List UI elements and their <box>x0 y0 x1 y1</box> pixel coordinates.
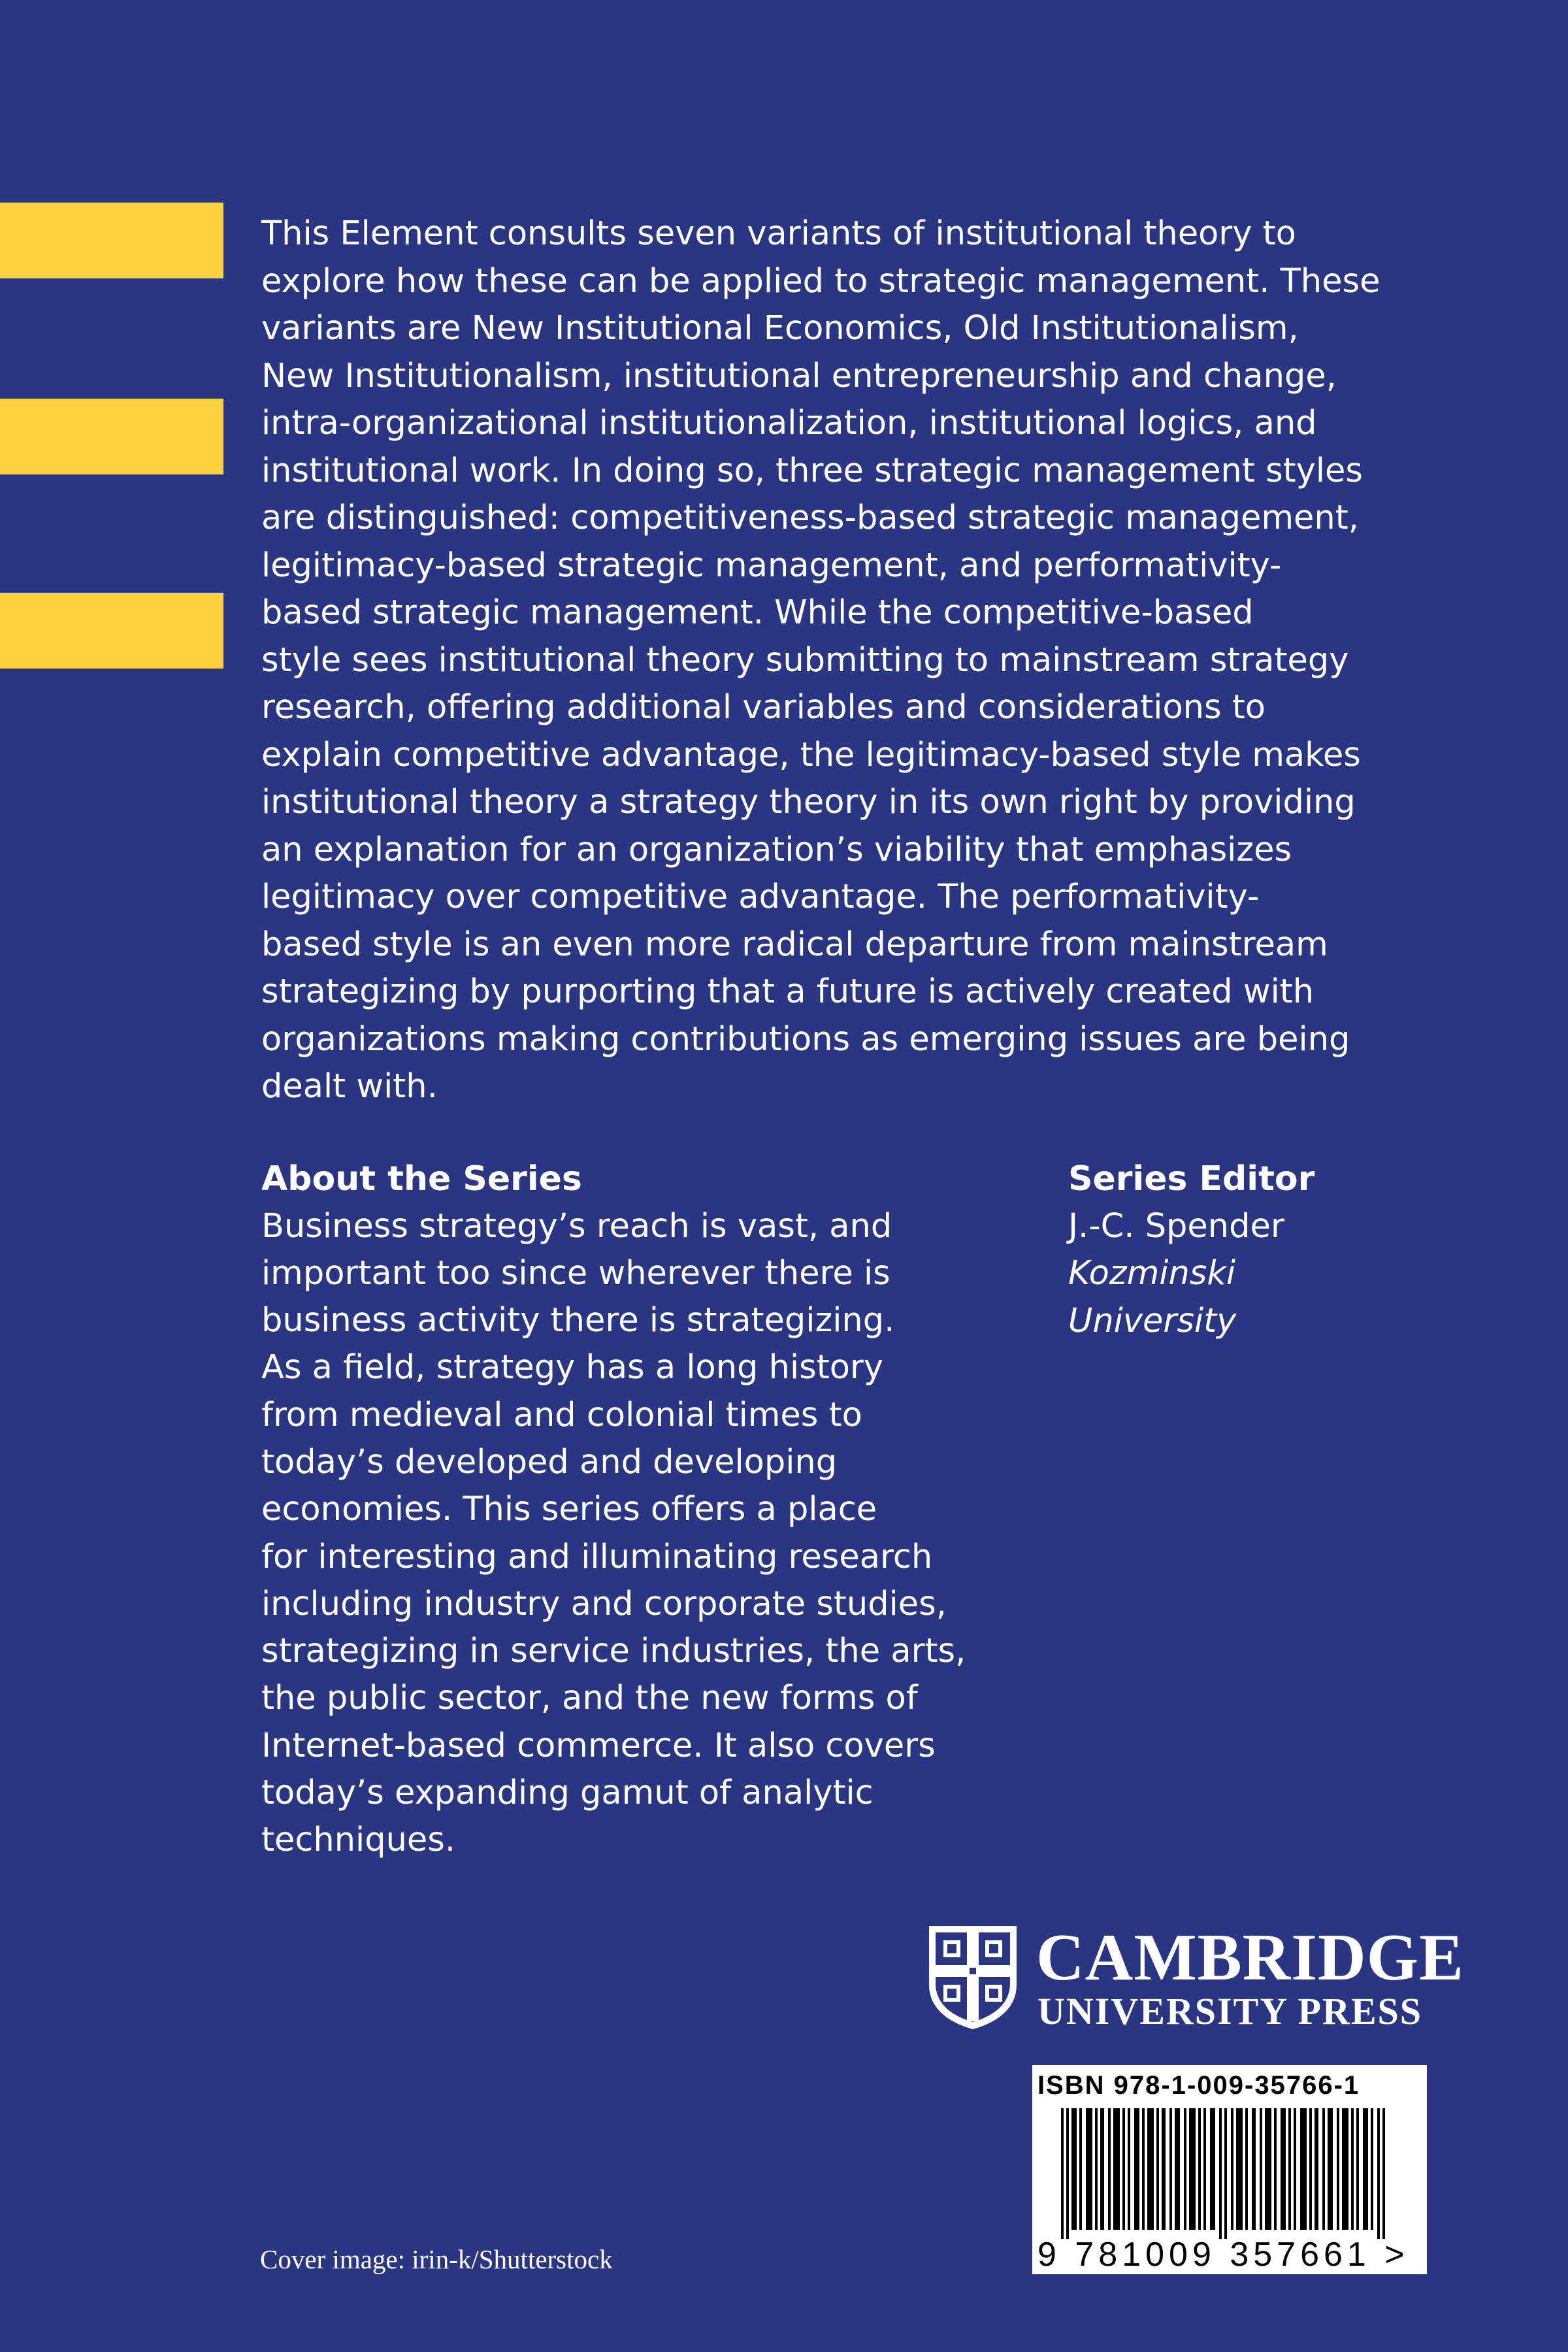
publisher-logo <box>928 1921 1503 2032</box>
about-series-section <box>261 1155 1045 1864</box>
isbn-barcode <box>1032 2065 1427 2274</box>
about-series-heading: About the Series <box>261 1159 582 1199</box>
series-editor-name: J.-C. Spender <box>1068 1206 1284 1246</box>
series-editor-heading: Series Editor <box>1068 1159 1315 1199</box>
book-description: This Element consults seven variants of institutional theory to explore how these can be applied to strategic management. These variants are New Institutional Economics, Old Institutionalism, New Institutionalism, institutional entrepreneurship and change, intra-organizational institutionalization, institutional logics, and institutional work. In doing so, three strategic management styles are distinguished: competitiveness-based strategic management, legitimacy-based strategic management, and performativity- based strategic management. While the competitive-based style sees institutional theory submitting to mainstream strategy research, offering additional variables and considerations to explain competitive advantage, the legitimacy-based style makes institutional theory a strategy theory in its own right by providing an explanation for an organization’s viability that emphasizes legitimacy over competitive advantage. The performativity- based style is an even more radical departure from mainstream strategizing by purporting that a future is actively created with organizations making contributions as emerging issues are being dealt with. <box>261 214 1380 1106</box>
publisher-subtitle: UNIVERSITY PRESS <box>1037 1990 1423 2032</box>
series-editor-affiliation-line2: University <box>1068 1301 1237 1340</box>
accent-bar-bottom <box>0 593 223 669</box>
about-series-text: Business strategy’s reach is vast, and important too since wherever there is business activity there is strategizing. As a field, strategy has a long history from medieval and colonial times to today’s developed and developing economies. This series offers a place for interesting and illuminating research including industry and corporate studies, strategizing in service industries, the arts, the public sector, and the new forms of Internet-based commerce. It also covers today’s expanding gamut of analytic techniques. <box>261 1206 966 1860</box>
barcode-digits: 9 781009 357661 > <box>1037 2236 1409 2274</box>
series-editor-affiliation-line1: Kozminski <box>1068 1254 1236 1293</box>
cover-image-credit: Cover image: irin-k/Shutterstock <box>260 2244 613 2274</box>
accent-bar-top <box>0 203 223 278</box>
publisher-name: CAMBRIDGE <box>1036 1921 1465 1995</box>
cambridge-shield-icon <box>928 1925 1018 2029</box>
accent-bar-middle <box>0 399 223 474</box>
isbn-label: ISBN 978-1-009-35766-1 <box>1037 2071 1360 2100</box>
series-editor-section <box>1068 1155 1526 1345</box>
